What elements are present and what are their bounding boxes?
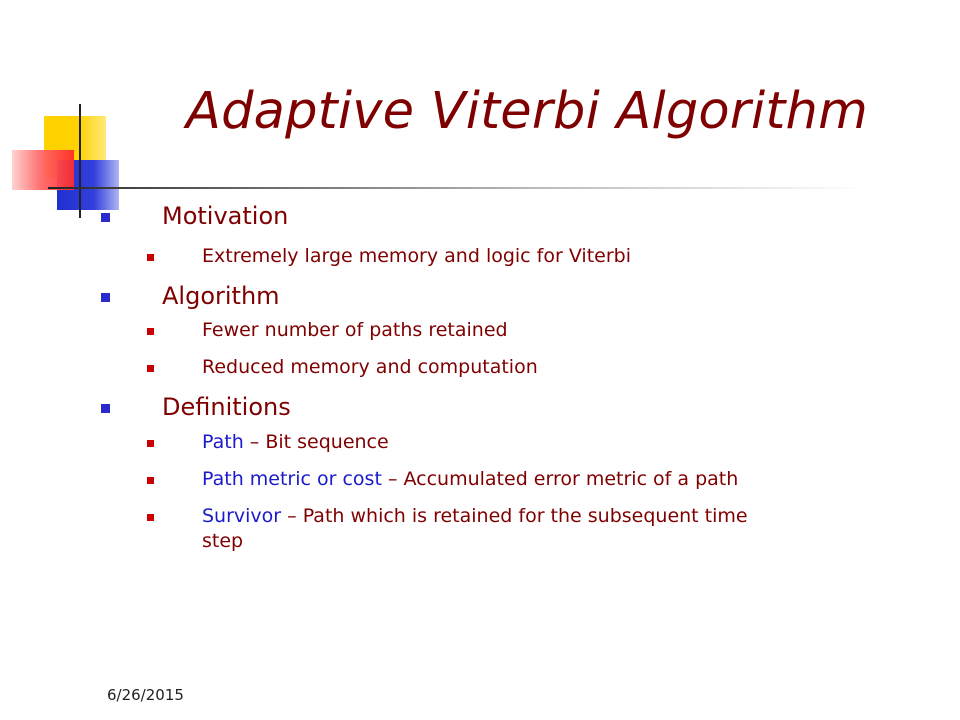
square-bullet-icon — [101, 404, 110, 413]
definition-continuation: step — [202, 530, 244, 552]
red-bar-shape — [12, 150, 74, 190]
square-bullet-icon — [101, 213, 110, 222]
square-bullet-icon — [101, 293, 110, 302]
definition-text — [202, 504, 748, 554]
vertical-rule — [79, 104, 81, 218]
square-bullet-icon — [147, 328, 154, 335]
blue-square-shape — [57, 160, 119, 210]
title-underline-rule — [48, 187, 868, 189]
definition-text — [202, 430, 389, 455]
slide-date: 6/26/2015 — [107, 686, 184, 704]
definition-body: – Bit sequence — [243, 431, 389, 453]
square-bullet-icon — [147, 514, 154, 521]
definition-body: – Accumulated error metric of a path — [381, 468, 739, 490]
sub-bullet-text: Reduced memory and computation — [202, 356, 538, 378]
bullet-label: Motivation — [162, 202, 289, 230]
square-bullet-icon — [147, 365, 154, 372]
square-bullet-icon — [147, 477, 154, 484]
definition-term: Path — [202, 431, 244, 453]
definition-text — [202, 467, 738, 492]
definition-term: Path metric or cost — [202, 468, 382, 490]
sub-bullet-text: Fewer number of paths retained — [202, 319, 508, 341]
definition-term: Survivor — [202, 505, 282, 527]
bullet-label: Algorithm — [162, 282, 280, 310]
slide-title: Adaptive Viterbi Algorithm — [186, 82, 868, 141]
yellow-square-shape — [44, 116, 106, 178]
definition-body: – Path which is retained for the subsequent time — [281, 505, 748, 527]
square-bullet-icon — [147, 254, 154, 261]
sub-bullet-text: Extremely large memory and logic for Viterbi — [202, 245, 631, 267]
square-bullet-icon — [147, 440, 154, 447]
bullet-label: Definitions — [162, 393, 291, 421]
